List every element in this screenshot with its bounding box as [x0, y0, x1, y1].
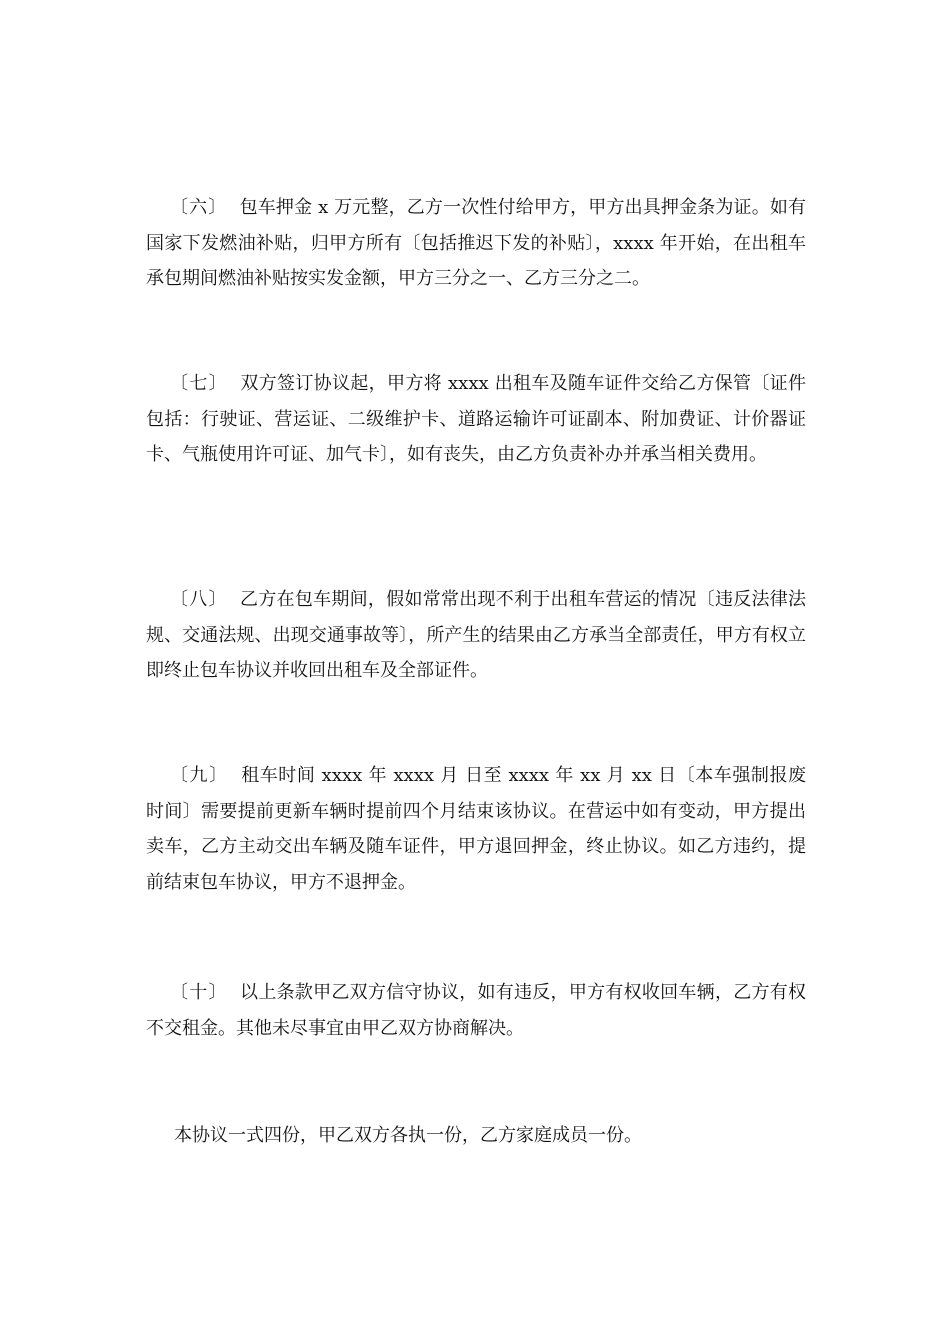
clause-number: 〔七〕: [170, 373, 228, 394]
clause-9: [146, 758, 806, 900]
clause-number: 〔九〕: [170, 765, 229, 786]
clause-text: 乙方在包车期间，假如常常出现不利于出租车营运的情况〔违反法律法规、交通法规、出现交通事故等〕，所产生的结果由乙方承当全部责任，甲方有权立即终止包车协议并收回出租车及全部证件。: [146, 589, 806, 681]
clause-8: [146, 582, 806, 689]
closing-statement: 本协议一式四份，甲乙双方各执一份，乙方家庭成员一份。: [174, 1125, 642, 1146]
clause-number: 〔八〕: [170, 589, 228, 610]
clause-text: 以上条款甲乙双方信守协议，如有违反，甲方有权收回车辆，乙方有权不交租金。其他未尽事宜由甲乙双方协商解决。: [146, 982, 806, 1039]
clause-text: 双方签订协议起，甲方将 xxxx 出租车及随车证件交给乙方保管〔证件包括：行驶证、营运证、二级维护卡、道路运输许可证副本、附加费证、计价器证卡、气瓶使用许可证、加气卡〕，如有丧失，由乙方负责补办并承当相关费用。: [146, 373, 807, 465]
clause-6: [146, 190, 806, 297]
clause-text: 租车时间 xxxx 年 xxxx 月 日至 xxxx 年 xx 月 xx 日〔本车强制报废时间〕需要提前更新车辆时提前四个月结束该协议。在营运中如有变动，甲方提出卖车，乙方主动交出车辆及随车证件，甲方退回押金，终止协议。如乙方违约，提前结束包车协议，甲方不退押金。: [146, 765, 807, 893]
clause-7: [146, 366, 806, 473]
clause-10: [146, 975, 806, 1046]
clause-number: 〔六〕: [170, 197, 228, 218]
clause-number: 〔十〕: [170, 982, 228, 1003]
clause-text: 包车押金 x 万元整，乙方一次性付给甲方，甲方出具押金条为证。如有国家下发燃油补贴，归甲方所有〔包括推迟下发的补贴〕，xxxx 年开始，在出租车承包期间燃油补贴按实发金额，甲方三分之一、乙方三分之二。: [146, 197, 807, 289]
